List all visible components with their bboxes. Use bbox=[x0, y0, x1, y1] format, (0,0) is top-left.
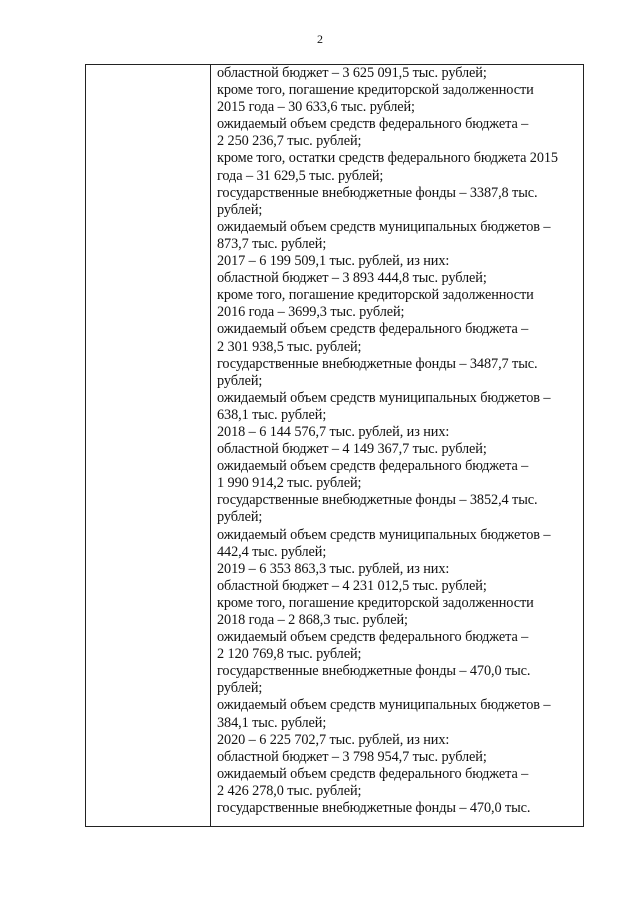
text-line: 2018 года – 2 868,3 тыс. рублей; bbox=[217, 612, 408, 628]
text-line: 2 120 769,8 тыс. рублей; bbox=[217, 646, 362, 663]
text-line: 1 990 914,2 тыс. рублей; bbox=[217, 475, 362, 492]
text-line: областной бюджет – 4 149 367,7 тыс. рублей; bbox=[217, 441, 487, 458]
text-line: ожидаемый объем средств федерального бюджета – bbox=[217, 458, 529, 475]
text-line: рублей; bbox=[217, 680, 263, 697]
text-line: рублей; bbox=[217, 201, 263, 218]
text-line: кроме того, погашение кредиторской задолженности bbox=[217, 287, 534, 304]
text-line: ожидаемый объем средств федерального бюджета – bbox=[217, 629, 529, 646]
text-line: ожидаемый объем средств федерального бюджета – bbox=[217, 116, 529, 133]
text-line: 442,4 тыс. рублей; bbox=[217, 543, 327, 560]
text-line: областной бюджет – 3 798 954,7 тыс. рублей; bbox=[217, 748, 487, 765]
text-line: областной бюджет – 3 625 091,5 тыс. рублей; bbox=[217, 65, 487, 81]
text-line: ожидаемый объем средств федерального бюджета – bbox=[217, 765, 529, 782]
text-line: 2019 – 6 353 863,3 тыс. рублей, из них: bbox=[217, 560, 450, 577]
text-line: кроме того, погашение кредиторской задолженности bbox=[217, 594, 534, 611]
text-line: государственные внебюджетные фонды – 470,0 тыс. bbox=[217, 663, 531, 680]
text-line: года – 31 629,5 тыс. рублей; bbox=[217, 167, 384, 184]
text-line: 384,1 тыс. рублей; bbox=[217, 714, 327, 731]
text-line: 2 301 938,5 тыс. рублей; bbox=[217, 338, 362, 355]
text-line: 2018 – 6 144 576,7 тыс. рублей, из них: bbox=[217, 423, 450, 440]
text-line: рублей; bbox=[217, 372, 263, 389]
table-left-cell bbox=[86, 65, 211, 826]
text-line: 2016 года – 3699,3 тыс. рублей; bbox=[217, 304, 405, 321]
table-right-cell bbox=[211, 65, 583, 826]
text-line: государственные внебюджетные фонды – 470,0 тыс. bbox=[217, 800, 531, 817]
budget-table bbox=[85, 64, 584, 827]
text-line: 2015 года – 30 633,6 тыс. рублей; bbox=[217, 99, 415, 116]
text-line: 2 250 236,7 тыс. рублей; bbox=[217, 133, 362, 150]
text-line: ожидаемый объем средств муниципальных бюджетов – bbox=[217, 389, 551, 406]
text-line: рублей; bbox=[217, 509, 263, 526]
text-line: 2 426 278,0 тыс. рублей; bbox=[217, 782, 362, 799]
text-line: 2020 – 6 225 702,7 тыс. рублей, из них: bbox=[217, 731, 450, 748]
text-line: ожидаемый объем средств муниципальных бюджетов – bbox=[217, 218, 551, 235]
text-line: кроме того, погашение кредиторской задолженности bbox=[217, 82, 534, 99]
text-line: ожидаемый объем средств федерального бюджета – bbox=[217, 321, 529, 338]
text-line: 873,7 тыс. рублей; bbox=[217, 235, 327, 252]
text-line: кроме того, остатки средств федерального бюджета 2015 bbox=[217, 150, 558, 167]
text-line: 2017 – 6 199 509,1 тыс. рублей, из них: bbox=[217, 253, 450, 270]
page-number: 2 bbox=[317, 32, 323, 46]
text-line: государственные внебюджетные фонды – 3852,4 тыс. bbox=[217, 492, 538, 509]
text-line: государственные внебюджетные фонды – 3387,8 тыс. bbox=[217, 184, 538, 201]
text-line: областной бюджет – 4 231 012,5 тыс. рублей; bbox=[217, 577, 487, 594]
text-line: областной бюджет – 3 893 444,8 тыс. рублей; bbox=[217, 270, 487, 287]
text-line: государственные внебюджетные фонды – 3487,7 тыс. bbox=[217, 355, 538, 372]
text-line: 638,1 тыс. рублей; bbox=[217, 406, 327, 423]
text-line: ожидаемый объем средств муниципальных бюджетов – bbox=[217, 526, 551, 543]
text-line: ожидаемый объем средств муниципальных бюджетов – bbox=[217, 697, 551, 714]
